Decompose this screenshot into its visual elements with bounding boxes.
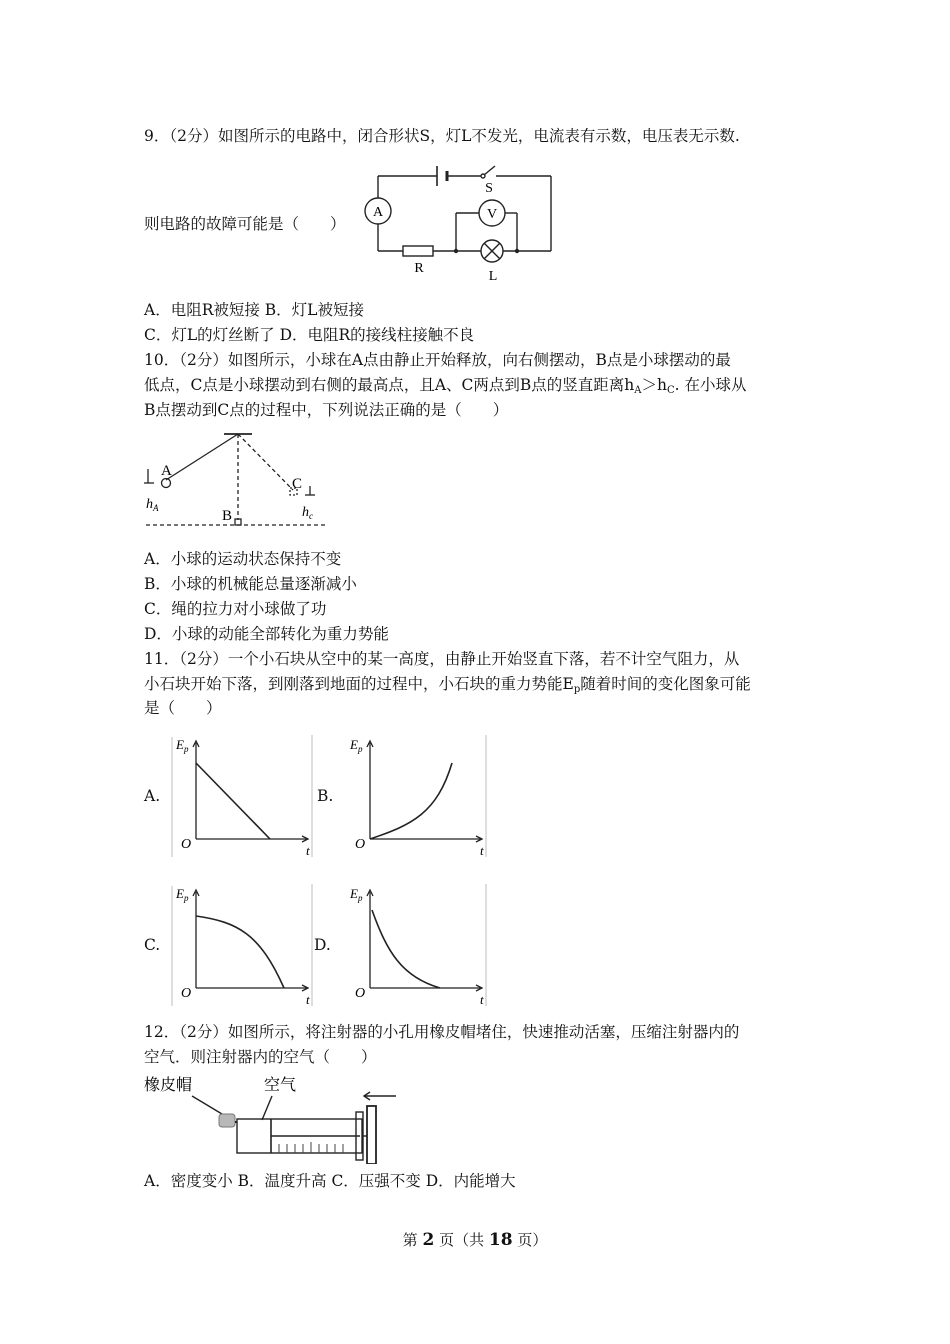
q11-stem-line2: 小石块开始下落，到刚落到地面的过程中，小石块的重力势能$E_p$随着时间的变化图象可能 xyxy=(144,675,751,695)
q11-stem-line1: 11．（2分）一个小石块从空中的某一高度，由静止开始竖直下落，若不计空气阻力，从 xyxy=(144,650,740,668)
q10-stem-line1: 10．（2分）如图所示，小球在A点由静止开始释放，向右侧摆动，B点是小球摆动的最 xyxy=(144,351,731,369)
q11-option-b-label: B. xyxy=(317,787,334,805)
q11-graph-c xyxy=(168,882,316,1010)
graph-c-origin: O xyxy=(181,986,192,1001)
graph-d-x-label: t xyxy=(480,992,484,1007)
total-pages-number: 18 xyxy=(488,1230,513,1250)
graph-c-x-label: t xyxy=(306,992,310,1007)
graph-d-origin: O xyxy=(355,986,366,1001)
lamp-label: L xyxy=(488,269,498,284)
q9-circuit-diagram xyxy=(355,160,565,285)
height-a-label: $h_A$ xyxy=(146,497,159,513)
q10-option-d: D．小球的动能全部转化为重力势能 xyxy=(144,625,389,643)
voltmeter-label: V xyxy=(486,207,498,222)
graph-a-origin: O xyxy=(181,837,192,852)
page-footer: 第 2 页（共 18 页） xyxy=(402,1230,548,1250)
q11-graph-b xyxy=(342,733,490,861)
q10-pendulum-diagram xyxy=(140,428,330,532)
q10-option-a: A．小球的运动状态保持不变 xyxy=(144,550,342,568)
q11-option-a-label: A. xyxy=(144,787,161,805)
graph-b-y-label: $E_p$ xyxy=(350,737,363,754)
q11-graph-d xyxy=(342,882,490,1010)
q11-option-c-label: C. xyxy=(144,936,161,954)
air-label: 空气 xyxy=(264,1077,297,1094)
current-page-number: 2 xyxy=(422,1230,435,1250)
q9-options-line1: A．电阻R被短接 B．灯L被短接 xyxy=(144,301,364,319)
q11-graph-a xyxy=(168,733,316,861)
q12-stem-line2: 空气．则注射器内的空气（ ） xyxy=(144,1048,377,1066)
graph-a-y-label: $E_p$ xyxy=(176,737,189,754)
q10-stem-line3: B点摆动到C点的过程中，下列说法正确的是（ ） xyxy=(144,401,509,419)
q9-stem-line1: 9．（2分）如图所示的电路中，闭合形状S，灯L不发光，电流表有示数，电压表无示数. xyxy=(144,127,740,145)
rubber-cap-label: 橡皮帽 xyxy=(144,1077,193,1094)
q10-option-b: B．小球的机械能总量逐渐减小 xyxy=(144,575,357,593)
q12-syringe-diagram xyxy=(142,1070,402,1164)
graph-b-origin: O xyxy=(355,837,366,852)
q12-options-line: A．密度变小 B．温度升高 C．压强不变 D．内能增大 xyxy=(144,1172,516,1190)
q10-stem-line2: 低点，C点是小球摆动到右侧的最高点，且A、C两点到B点的竖直距离$h_A>h_C$. 在小球从 xyxy=(144,376,747,396)
graph-a-x-label: t xyxy=(306,843,310,858)
q10-option-c: C．绳的拉力对小球做了功 xyxy=(144,600,327,618)
point-b-label: B xyxy=(222,508,233,524)
ammeter-label: A xyxy=(372,205,384,220)
q12-stem-line1: 12．（2分）如图所示，将注射器的小孔用橡皮帽堵住，快速推动活塞，压缩注射器内的 xyxy=(144,1023,740,1041)
graph-b-x-label: t xyxy=(480,843,484,858)
q11-option-d-label: D. xyxy=(314,936,331,954)
q9-stem-line2: 则电路的故障可能是（ ） xyxy=(144,215,346,233)
resistor-label: R xyxy=(414,261,424,276)
switch-label: S xyxy=(485,181,493,196)
point-a-label: A xyxy=(161,463,172,479)
height-c-label: $h_c$ xyxy=(302,505,313,521)
graph-c-y-label: $E_p$ xyxy=(176,886,189,903)
q11-stem-line3: 是（ ） xyxy=(144,699,222,717)
q9-options-line2: C．灯L的灯丝断了 D．电阻R的接线柱接触不良 xyxy=(144,326,475,344)
graph-d-y-label: $E_p$ xyxy=(350,886,363,903)
point-c-label: C xyxy=(292,476,303,492)
